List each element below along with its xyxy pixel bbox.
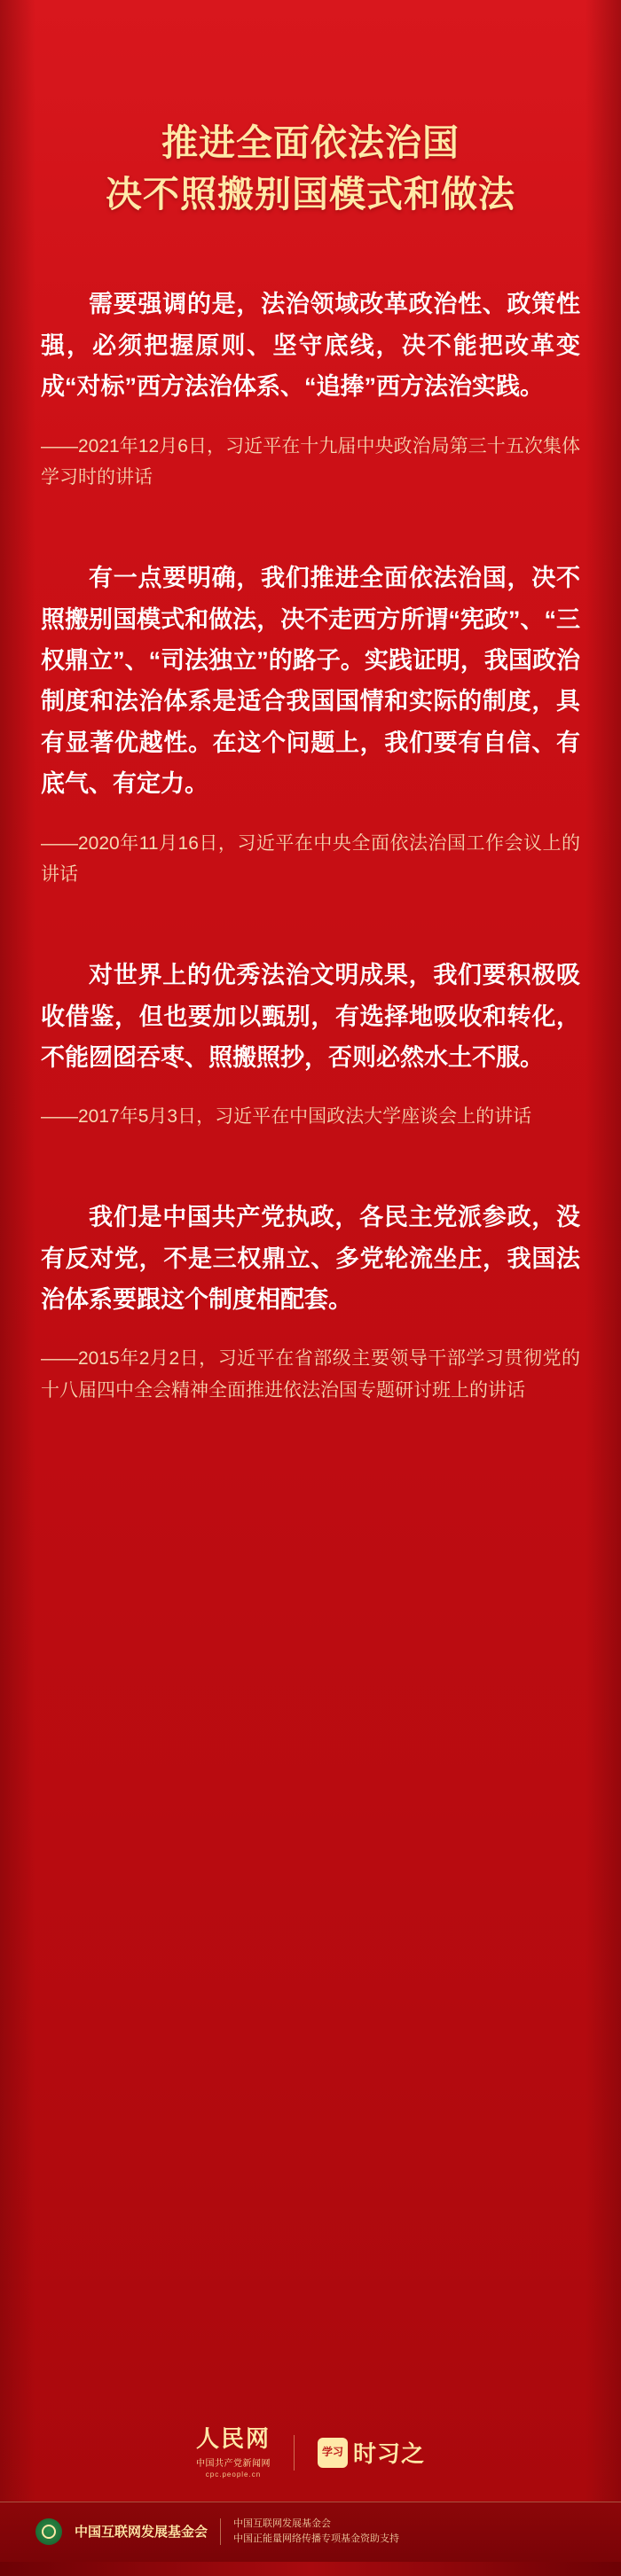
quote-text: 对世界上的优秀法治文明成果，我们要积极吸收借鉴，但也要加以甄别，有选择地吸收和转化，不能囫囵吞枣、照搬照抄，否则必然水土不服。: [41, 962, 580, 1071]
title-line-1: 推进全面依法治国: [161, 122, 460, 163]
poster-footer: [0, 2426, 621, 2576]
page-title: [41, 0, 580, 220]
quote-text: 我们是中国共产党执政，各民主党派参政，没有反对党，不是三权鼎立、多党轮流坐庄，我国法治体系要跟这个制度相配套。: [41, 1204, 580, 1313]
people-cn-url: cpc.people.cn: [205, 2471, 262, 2478]
fund-emblem-icon: [35, 2518, 62, 2545]
quote-attribution: ——2015年2月2日，习近平在省部级主要领导干部学习贯彻党的十八届四中全会精神全面推进依法治国专题研讨班上的讲话: [41, 1348, 580, 1401]
quote-section-1: [41, 284, 580, 494]
people-cn-mark: 人民网: [195, 2425, 271, 2453]
quote-text: 需要强调的是，法治领域改革政治性、政策性强，必须把握原则、坚守底线，决不能把改革变成“对标”西方法治体系、“追捧”西方法治实践。: [41, 291, 580, 401]
quote-section-3: [41, 955, 580, 1133]
quote-text: 有一点要明确，我们推进全面依法治国，决不照搬别国模式和做法，决不走西方所谓“宪政”、“三权鼎立”、“司法独立”的路子。实践证明，我国政治制度和法治体系是适合我国国情和实际的制度，具有显著优越性。在这个问题上，我们要有自信、有底气、有定力。: [41, 565, 580, 798]
quote-attribution: ——2021年12月6日，习近平在十九届中央政治局第三十五次集体学习时的讲话: [41, 435, 580, 488]
shixizhi-logo: [318, 2436, 425, 2469]
fund-name: 中国互联网发展基金会: [75, 2525, 208, 2540]
fund-bar: [0, 2502, 621, 2562]
shixizhi-word: 时习之: [353, 2440, 426, 2468]
fund-support-text: [233, 2517, 399, 2546]
people-cn-logo: [196, 2426, 271, 2478]
quote-attribution: ——2017年5月3日，习近平在中国政法大学座谈会上的讲话: [41, 1106, 532, 1128]
title-line-2: 决不照搬别国模式和做法: [106, 174, 515, 215]
footer-logos: [0, 2426, 621, 2502]
bottom-strip: [0, 2562, 621, 2576]
fund-divider: [220, 2518, 221, 2545]
quote-section-2: [41, 558, 580, 891]
fund-support-line-2: 中国正能量网络传播专项基金资助支持: [233, 2533, 400, 2544]
quote-attribution: ——2020年11月16日，习近平在中央全面依法治国工作会议上的讲话: [41, 832, 580, 886]
people-cn-subtitle: 中国共产党新闻网: [195, 2459, 271, 2469]
fund-support-line-1: 中国互联网发展基金会: [233, 2518, 332, 2529]
logo-divider: [294, 2435, 295, 2471]
quote-section-4: [41, 1197, 580, 1407]
shixizhi-badge: 学习: [318, 2438, 348, 2468]
